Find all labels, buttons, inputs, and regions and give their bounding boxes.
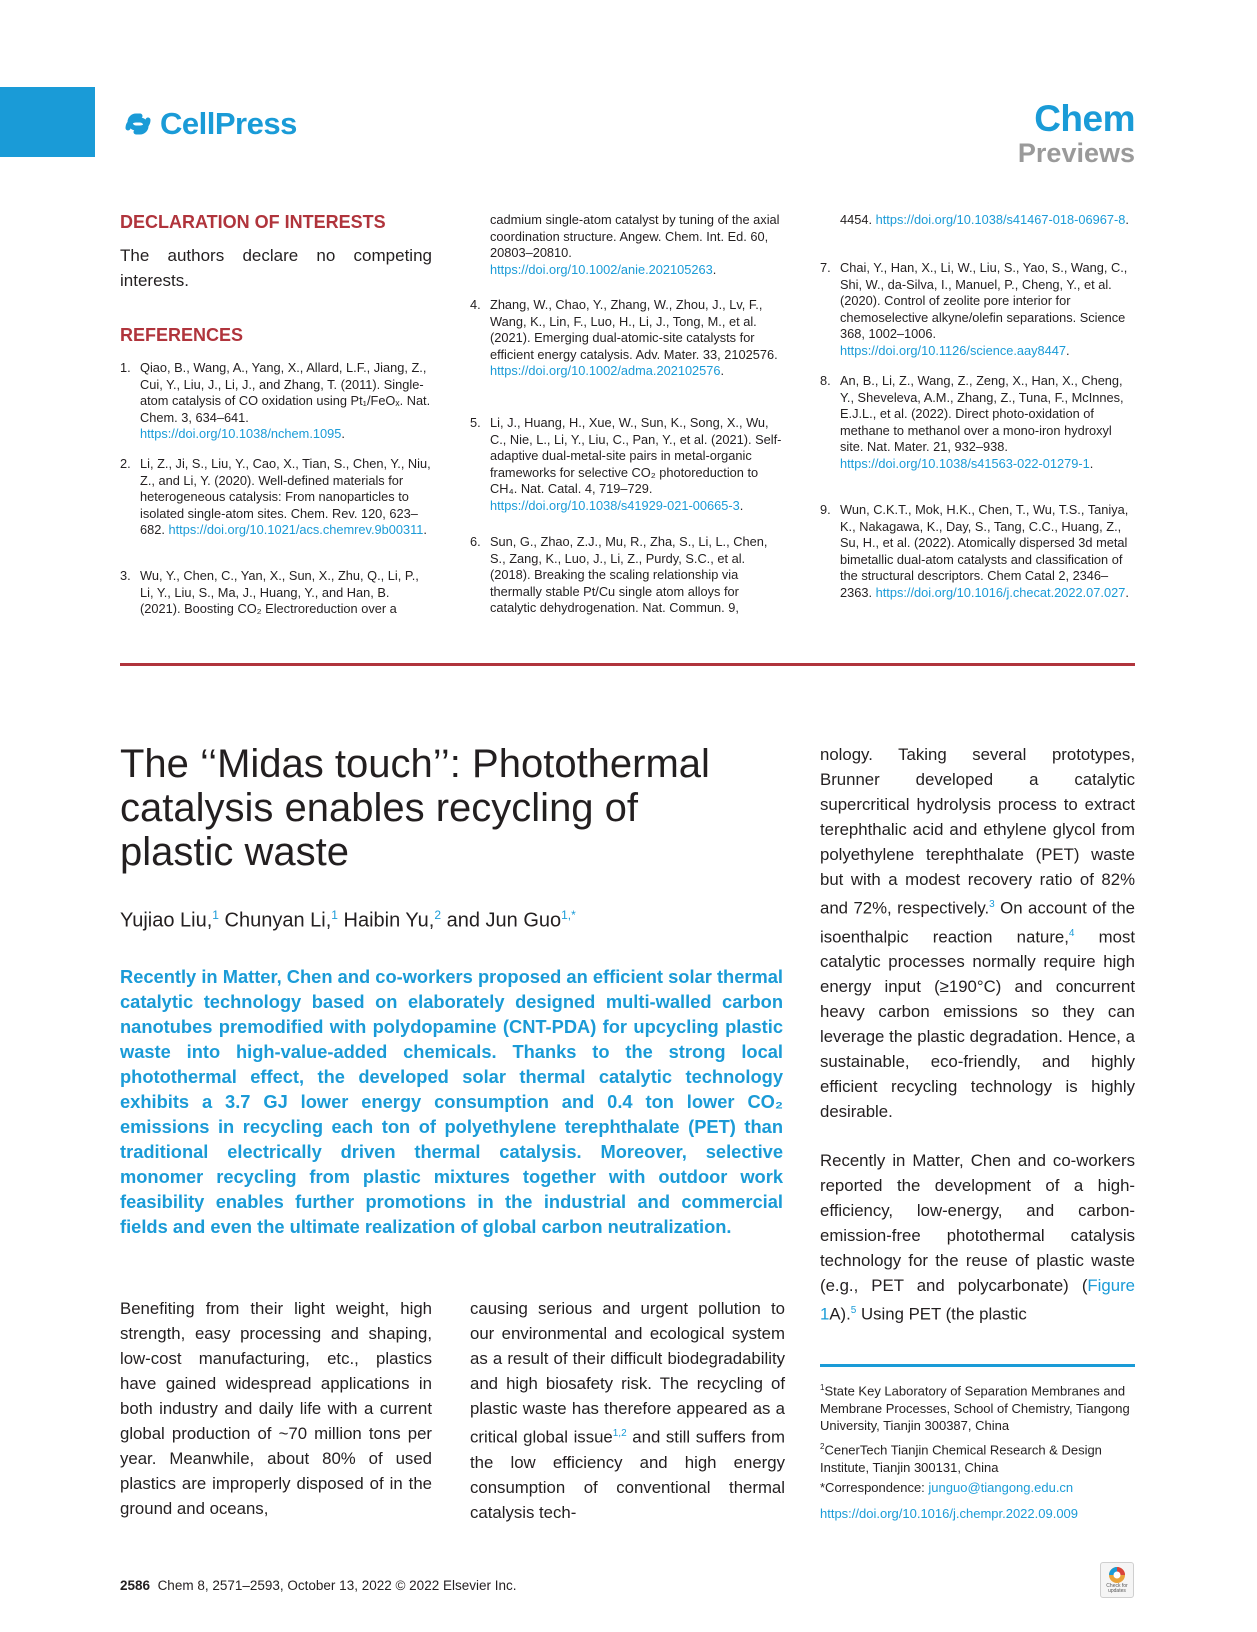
reference-doi-link[interactable]: https://doi.org/10.1002/adma.202102576	[490, 363, 721, 378]
section-name: Previews	[1017, 138, 1135, 168]
reference-tail: .	[1125, 584, 1129, 600]
reference-doi-link[interactable]: https://doi.org/10.1016/j.checat.2022.07.027	[875, 584, 1126, 600]
reference-number: 1.	[120, 360, 131, 375]
cellpress-logo[interactable]	[120, 104, 297, 144]
author-affiliation-sup[interactable]: 1,*	[561, 908, 576, 922]
author-affiliation-sup[interactable]: 1	[331, 908, 338, 922]
body-paragraph	[820, 1148, 1135, 1327]
check-for-updates-icon	[1108, 1566, 1126, 1584]
citation-link[interactable]: 1,2	[612, 1428, 627, 1439]
body-text: causing serious and urgent pollution to our environmental and ecological system as a result of their difficult biodegradability and high biosafety risk. The recycling of plastic waste has therefore appeared as a critical global issue	[470, 1299, 785, 1447]
article-title: The ‘‘Midas touch’’: Photothermal catalysis enables recycling of plastic waste	[120, 742, 710, 874]
reference-doi-link[interactable]: https://doi.org/10.1038/s41929-021-00665-3	[490, 497, 740, 513]
affiliation-1	[820, 1379, 1135, 1435]
reference-5	[470, 415, 785, 514]
reference-6-part-a	[470, 534, 785, 617]
figure-link[interactable]: Figure 1	[820, 1276, 1135, 1324]
reference-tail: .	[1125, 212, 1129, 227]
reference-text: Qiao, B., Wang, A., Yang, X., Allard, L.F., Jiang, Z., Cui, Y., Liu, J., Li, J., and Zhang, T. (2011). Single-atom catalysis of CO oxidation using Pt₁/FeOₓ. Nat. Chem. 3, 634–641.	[140, 360, 431, 425]
reference-text: Li, Z., Ji, S., Liu, Y., Cao, X., Tian, S., Chen, Y., Niu, Z., and Li, Y. (2020). Well-defined materials for heterogeneous catalysis: From nanoparticles to isolated single-atom sites. Chem. Rev. 120, 623–682.	[140, 456, 431, 537]
reference-doi-link[interactable]: https://doi.org/10.1126/science.aay8447	[840, 342, 1067, 358]
reference-text: Wu, Y., Chen, C., Yan, X., Sun, X., Zhu, Q., Li, P., Li, Y., Liu, S., Ma, J., Huang, Y., and Han, B. (2021). Boosting CO₂ Electroreduction over a	[140, 568, 419, 616]
reference-number: 2.	[120, 456, 131, 471]
article-doi-link[interactable]: https://doi.org/10.1016/j.chempr.2022.09.009	[820, 1506, 1079, 1521]
reference-4	[470, 297, 785, 380]
author-name: Yujiao Liu,	[120, 909, 213, 932]
reference-number: 8.	[820, 373, 831, 388]
reference-doi-link[interactable]: https://doi.org/10.1038/s41467-018-06967-8	[875, 212, 1126, 227]
article-doi	[820, 1505, 1135, 1523]
declaration-text: The authors declare no competing interests.	[120, 246, 432, 290]
author-affiliation-sup[interactable]: 2	[434, 908, 442, 922]
affiliation-sup: 2	[820, 1442, 825, 1451]
author-name: Chunyan Li,	[218, 909, 332, 932]
reference-text: Li, J., Huang, H., Xue, W., Sun, K., Song, X., Wu, C., Nie, L., Li, Y., Liu, C., Pan, Y., et al. (2021). Self-adaptive dual-metal-site pairs in metal-organic frameworks for selective CO₂ photoreduction to CH₄. Nat. Catal. 4, 719–729.	[490, 415, 782, 496]
reference-tail: .	[720, 363, 725, 378]
affiliation-divider	[820, 1364, 1135, 1367]
reference-text: Sun, G., Zhao, Z.J., Mu, R., Zha, S., Li, L., Chen, S., Zang, K., Luo, J., Li, Z., Purdy, S.C., et al. (2018). Breaking the scaling relationship via thermally stable Pt/Cu single atom alloys for catalytic dehydrogenation. Nat. Commun. 9,	[490, 534, 768, 615]
author-list	[120, 902, 576, 934]
references-heading: REFERENCES	[120, 325, 244, 345]
reference-6-part-b	[840, 212, 1135, 229]
reference-tail: .	[739, 497, 744, 513]
cellpress-logo-icon	[120, 106, 156, 142]
affiliation-text: State Key Laboratory of Separation Membranes and Membrane Processes, School of Chemistry, Tiangong University, Tianjin 300387, China	[820, 1383, 1130, 1434]
article-abstract: Recently in Matter, Chen and co-workers proposed an efficient solar thermal catalytic technology based on elaborately designed multi-walled carbon nanotubes premodified with polydopamine (CNT-PDA) for upcycling plastic waste into high-value-added chemicals. Thanks to the strong local photothermal effect, the developed solar thermal catalytic technology exhibits a 3.7 GJ lower energy consumption and 0.4 ton lower CO₂ emissions in recycling each ton of polyethylene terephthalate (PET) than traditional electrically driven thermal catalysis. Moreover, selective monomer recycling from plastic mixtures together with outdoor work feasibility enables further promotions in the industrial and commercial fields and even the ultimate realization of global carbon neutralization.	[120, 966, 783, 1237]
author-name: and Jun Guo	[441, 909, 562, 932]
correspondence-label: *Correspondence:	[820, 1480, 929, 1495]
reference-tail: .	[1066, 342, 1070, 358]
reference-9	[820, 502, 1135, 601]
reference-text: cadmium single-atom catalyst by tuning of the axial coordination structure. Angew. Chem. Int. Ed. 60, 20803–20810.	[490, 212, 780, 260]
body-column-3	[820, 742, 1135, 1327]
citation-link[interactable]: 5	[850, 1305, 857, 1317]
reference-tail: .	[423, 522, 427, 537]
page-footer	[120, 1578, 517, 1593]
section-divider	[120, 663, 1135, 666]
citation-link[interactable]: 4	[1068, 927, 1075, 939]
journal-name: Chem	[1034, 98, 1135, 139]
body-paragraph: Benefiting from their light weight, high strength, easy processing and shaping, low-cost manufacturing, etc., plastics have gained widespread applications in both industry and daily life with a current global production of ~70 million tons per year. Meanwhile, about 80% of used plastics are improperly disposed of in the ground and oceans,	[120, 1299, 432, 1518]
reference-text: 4454.	[840, 212, 876, 227]
reference-number: 5.	[470, 415, 481, 430]
reference-3-part-b	[490, 212, 785, 278]
author-affiliation-sup[interactable]: 1	[212, 908, 219, 922]
declaration-of-interests	[120, 212, 432, 293]
affiliation-text: CenerTech Tianjin Chemical Research & Design Institute, Tianjin 300131, China	[820, 1442, 1102, 1475]
reference-doi-link[interactable]: https://doi.org/10.1038/s41563-022-01279-1	[840, 455, 1090, 471]
reference-doi-link[interactable]: https://doi.org/10.1021/acs.chemrev.9b00311	[168, 522, 424, 537]
reference-8	[820, 373, 1135, 472]
author-name: Haibin Yu,	[337, 909, 435, 932]
reference-text: An, B., Li, Z., Wang, Z., Zeng, X., Han, X., Cheng, Y., Sheveleva, A.M., Zhang, Z., Tuna, F., McInnes, E.J.L., et al. (2022). Direct photo-oxidation of methane to methanol over a mono-iron hydroxyl site. Nat. Mater. 21, 932–938.	[840, 373, 1124, 454]
body-column-1	[120, 1296, 432, 1521]
reference-3-part-a	[120, 568, 432, 618]
affiliation-sup: 1	[820, 1383, 825, 1392]
body-text: Using PET (the plastic	[856, 1304, 1027, 1324]
body-paragraph	[470, 1296, 785, 1525]
reference-doi-link[interactable]: https://doi.org/10.1002/anie.202105263	[490, 261, 713, 277]
reference-text: Zhang, W., Chao, Y., Zhang, W., Zhou, J., Lv, F., Wang, K., Lin, F., Luo, H., Li, J., Tong, M., et al. (2021). Emerging dual-atomic-site catalysts for efficient energy catalysis. Adv. Mater. 33, 2102576.	[490, 297, 778, 362]
publisher-name: CellPress	[160, 106, 297, 141]
reference-7	[820, 260, 1135, 359]
reference-number: 3.	[120, 568, 131, 583]
reference-2	[120, 456, 432, 539]
reference-tail: .	[1089, 455, 1094, 471]
body-paragraph	[820, 742, 1135, 1124]
check-for-updates-badge[interactable]	[1100, 1562, 1134, 1598]
reference-number: 6.	[470, 534, 481, 549]
correspondence	[820, 1479, 1135, 1497]
reference-number: 4.	[470, 297, 481, 312]
journal-masthead	[1018, 100, 1135, 168]
affiliation-2	[820, 1438, 1135, 1476]
page-number: 2586	[120, 1578, 151, 1593]
body-text: and still suffers from the low efficiency and high energy consumption of conventional thermal catalysis tech-	[470, 1427, 785, 1522]
references-header	[120, 325, 432, 346]
body-text: Recently in Matter, Chen and co-workers reported the development of a high-efficiency, low-energy, and carbon-emission-free photothermal catalysis technology for the reuse of plastic waste (e.g., PET and polycarbonate) (	[820, 1151, 1135, 1296]
reference-doi-link[interactable]: https://doi.org/10.1038/nchem.1095	[140, 426, 342, 441]
reference-text: Chai, Y., Han, X., Li, W., Liu, S., Yao, S., Wang, C., Shi, W., da-Silva, I., Manuel, P., Cheng, Y., et al. (2020). Control of zeolite pore interior for chemoselective alkyne/olefin separations. Science 368, 1002–1006.	[840, 260, 1128, 341]
reference-tail: .	[341, 426, 345, 441]
declaration-heading: DECLARATION OF INTERESTS	[120, 212, 386, 232]
body-text: A).	[829, 1304, 851, 1324]
citation-link[interactable]: 3	[989, 899, 995, 910]
reference-text: Wun, C.K.T., Mok, H.K., Chen, T., Wu, T.S., Taniya, K., Nakagawa, K., Day, S., Tang, C.C., Huang, Z., Su, H., et al. (2022). Atomically dispersed 3d metal bimetallic dual-atom catalysts and classification of the structural descriptors. Chem Catal 2, 2346–2363.	[840, 502, 1129, 600]
body-column-2	[470, 1296, 785, 1525]
footer-citation: Chem 8, 2571–2593, October 13, 2022 © 2022 Elsevier Inc.	[157, 1578, 517, 1593]
body-text: most catalytic processes normally require high energy input (≥190°C) and concurrent heavy carbon emissions so they can leverage the plastic degradation. Hence, a sustainable, eco-friendly, and highly efficient recycling technology is highly desirable.	[820, 927, 1135, 1122]
reference-1	[120, 360, 432, 443]
body-text: On account of the isoenthalpic reaction nature,	[820, 898, 1136, 947]
reference-number: 7.	[820, 260, 831, 275]
body-text: nology. Taking several prototypes, Brunner developed a catalytic supercritical hydrolysis process to extract terephthalic acid and ethylene glycol from polyethylene terephthalate (PET) waste but with a modest recovery ratio of 82% and 72%, respectively.	[820, 745, 1135, 918]
header-color-block	[0, 87, 95, 157]
correspondence-email-link[interactable]: junguo@tiangong.edu.cn	[928, 1480, 1074, 1495]
reference-tail: .	[712, 261, 717, 277]
badge-label: Check for updates	[1106, 1583, 1128, 1594]
reference-number: 9.	[820, 502, 831, 517]
